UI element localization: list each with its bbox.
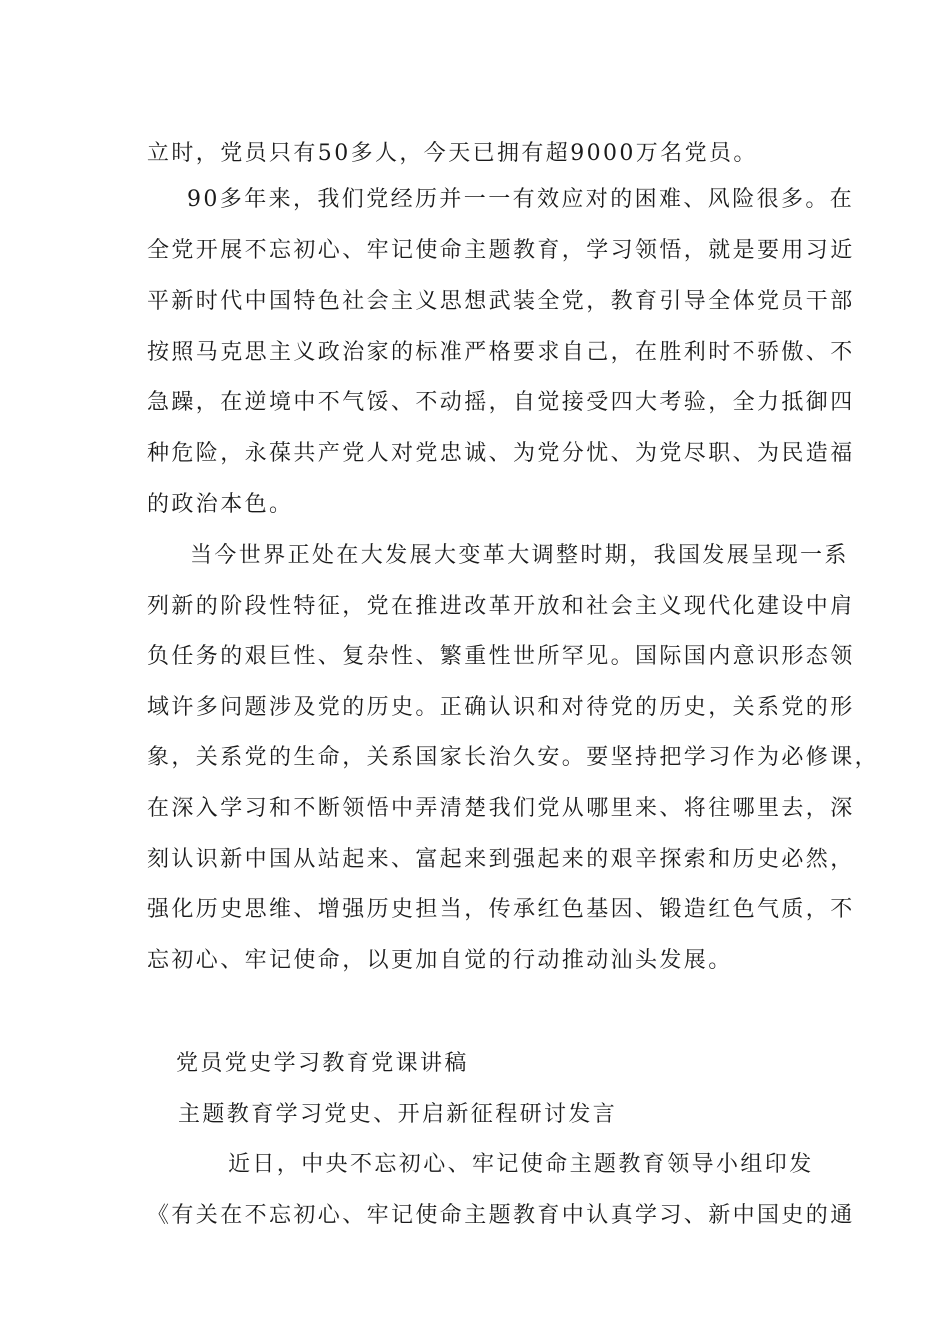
paragraph-line: 当今世界正处在大发展大变革大调整时期，我国发展呈现一系 — [190, 543, 849, 568]
paragraph-line: 强化历史思维、增强历史担当，传承红色基因、锻造红色气质，不 — [147, 897, 855, 922]
paragraph-line: 90多年来，我们党经历并一一有效应对的困难、风险很多。在 — [187, 187, 855, 212]
paragraph-line: 象，关系党的生命，关系国家长治久安。要坚持把学习作为必修课， — [147, 745, 880, 770]
paragraph-line: 按照马克思主义政治家的标准严格要求自己，在胜利时不骄傲、不 — [147, 340, 855, 365]
paragraph-line: 种危险，永葆共产党人对党忠诚、为党分忧、为党尽职、为民造福 — [147, 441, 855, 466]
paragraph-line: 《有关在不忘初心、牢记使命主题教育中认真学习、新中国史的通 — [147, 1203, 855, 1228]
paragraph-line: 域许多问题涉及党的历史。正确认识和对待党的历史，关系党的形 — [147, 695, 855, 720]
paragraph-line: 立时，党员只有50多人，今天已拥有超9000万名党员。 — [147, 141, 758, 166]
paragraph-line: 负任务的艰巨性、复杂性、繁重性世所罕见。国际国内意识形态领 — [147, 644, 855, 669]
paragraph-line: 忘初心、牢记使命，以更加自觉的行动推动汕头发展。 — [147, 948, 733, 973]
paragraph-line: 列新的阶段性特征，党在推进改革开放和社会主义现代化建设中肩 — [147, 594, 855, 619]
section-title: 党员党史学习教育党课讲稿 — [176, 1051, 469, 1076]
paragraph-line: 平新时代中国特色社会主义思想武装全党，教育引导全体党员干部 — [147, 289, 855, 314]
section-subtitle: 主题教育学习党史、开启新征程研讨发言 — [178, 1102, 618, 1127]
paragraph-line: 近日，中央不忘初心、牢记使命主题教育领导小组印发 — [228, 1152, 814, 1177]
paragraph-line: 全党开展不忘初心、牢记使命主题教育，学习领悟，就是要用习近 — [147, 238, 855, 263]
paragraph-line: 的政治本色。 — [147, 492, 294, 517]
paragraph-line: 刻认识新中国从站起来、富起来到强起来的艰辛探索和历史必然， — [147, 847, 855, 872]
paragraph-line: 在深入学习和不断领悟中弄清楚我们党从哪里来、将往哪里去，深 — [147, 796, 855, 821]
paragraph-line: 急躁，在逆境中不气馁、不动摇，自觉接受四大考验，全力抵御四 — [147, 390, 855, 415]
